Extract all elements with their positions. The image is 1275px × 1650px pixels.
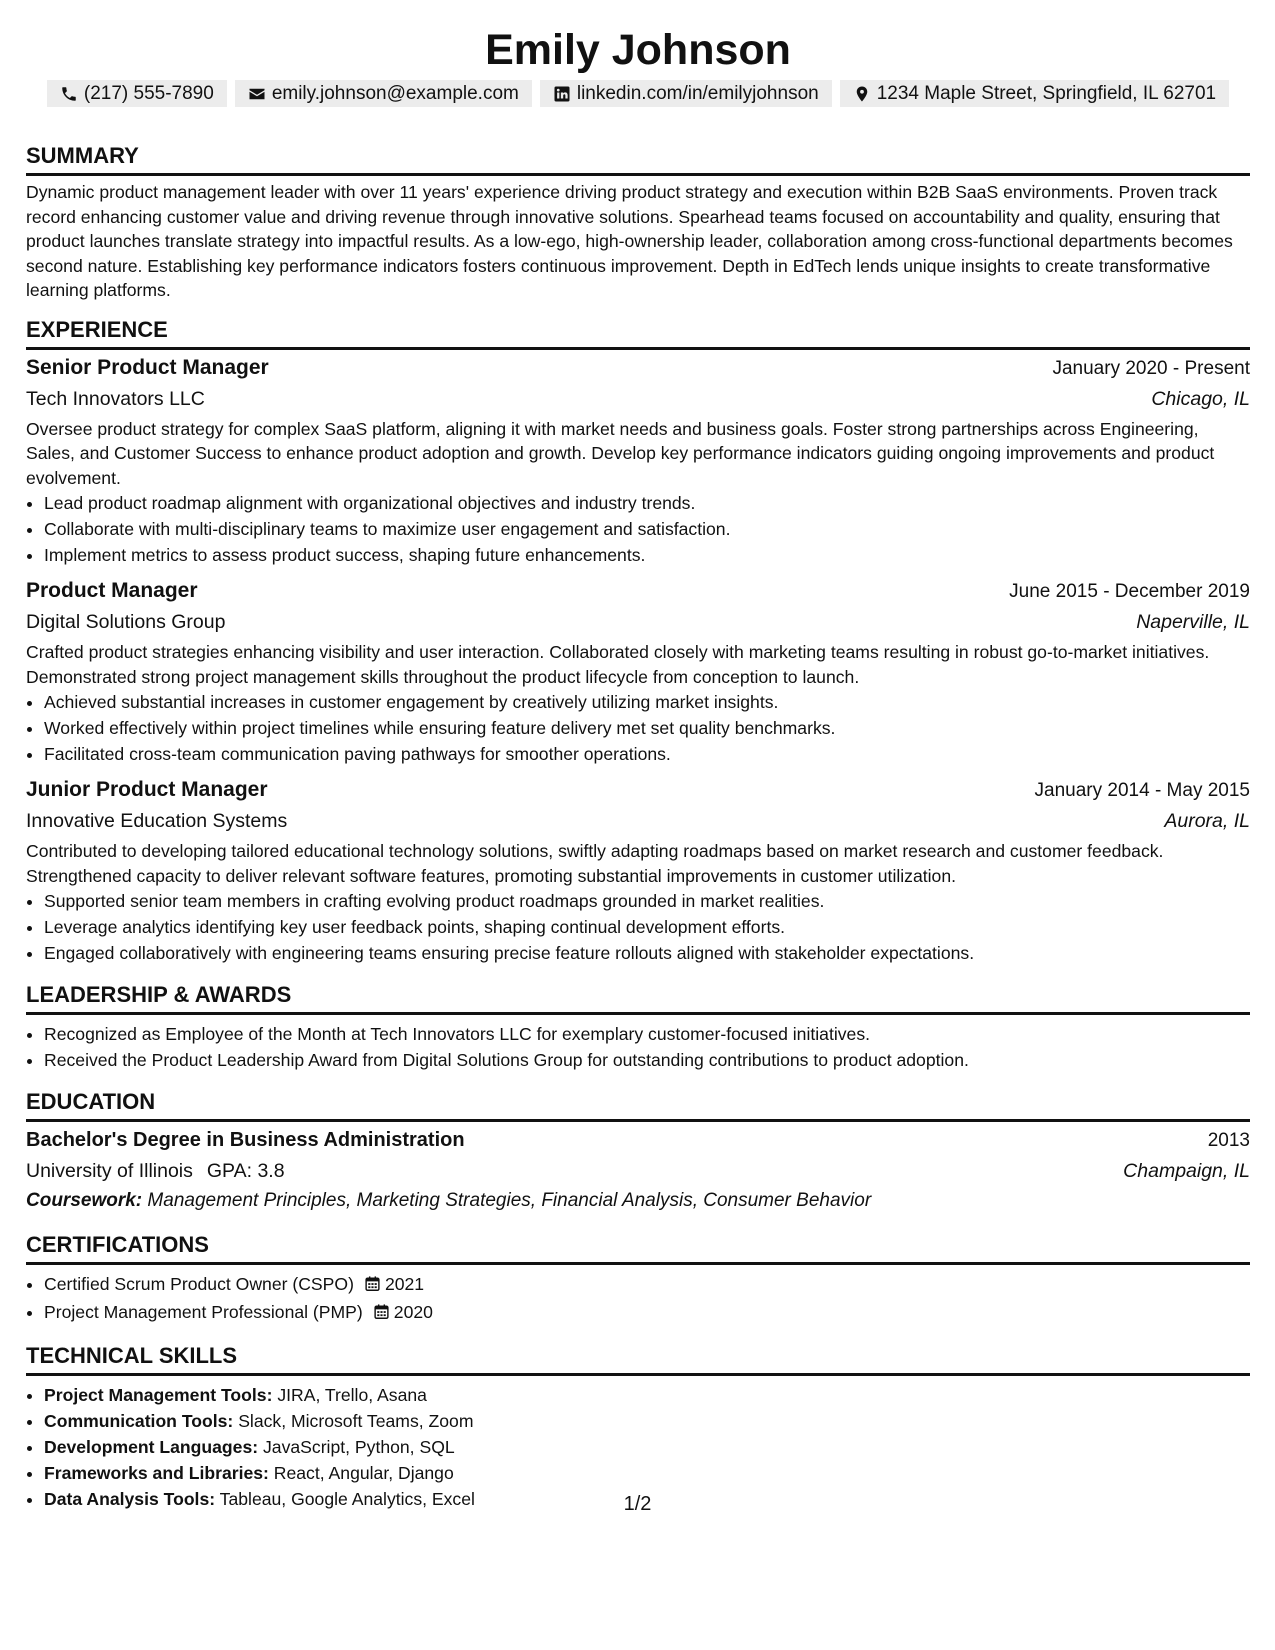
job-dates: January 2014 - May 2015 (1034, 780, 1250, 801)
list-item (44, 1460, 1250, 1486)
job-company: Innovative Education Systems (26, 810, 288, 832)
cert-year: 2020 (393, 1302, 433, 1322)
address-text: 1234 Maple Street, Springfield, IL 62701 (876, 82, 1217, 104)
job-title: Product Manager (26, 579, 198, 602)
skill-label: Project Management Tools: (44, 1385, 273, 1405)
list-item: • Achieved substantial increases in customer engagement by creatively utilizing market insights. (44, 689, 1250, 715)
skill-value: Slack, Microsoft Teams, Zoom (238, 1411, 474, 1431)
skill-label: Data Analysis Tools: (44, 1489, 216, 1509)
job-bullets (26, 888, 1250, 966)
resume-page (26, 0, 1250, 1512)
job-entry (26, 353, 1250, 569)
certifications-list (26, 1271, 1250, 1327)
coursework (26, 1186, 1250, 1216)
list-item: • Received the Product Leadership Award from Digital Solutions Group for outstanding contributions to product adoption. (44, 1047, 1250, 1073)
job-title: Senior Product Manager (26, 355, 269, 379)
school-name: University of Illinois (26, 1160, 193, 1182)
skill-value: JIRA, Trello, Asana (277, 1385, 427, 1405)
job-bullets (26, 490, 1250, 568)
linkedin-icon (553, 85, 571, 103)
list-item (44, 1434, 1250, 1460)
list-item: • Collaborate with multi-disciplinary teams to maximize user engagement and satisfaction. (44, 516, 1250, 542)
job-location: Aurora, IL (1164, 810, 1250, 832)
list-item (44, 1382, 1250, 1408)
list-item (44, 1299, 1250, 1327)
section-heading: EDUCATION (26, 1089, 1250, 1122)
certifications-section (26, 1232, 1250, 1327)
phone-icon (60, 85, 78, 103)
linkedin-text: linkedin.com/in/emilyjohnson (576, 82, 819, 104)
experience-section (26, 317, 1250, 967)
contact-bar (26, 80, 1250, 107)
email-text: emily.johnson@example.com (271, 82, 519, 104)
section-heading: EXPERIENCE (26, 317, 1250, 350)
list-item: • Recognized as Employee of the Month at Tech Innovators LLC for exemplary customer-focused initiatives. (44, 1021, 1250, 1047)
skills-section (26, 1343, 1250, 1512)
list-item: • Facilitated cross-team communication paving pathways for smoother operations. (44, 741, 1250, 767)
school-location: Champaign, IL (1123, 1160, 1250, 1182)
job-dates: January 2020 - Present (1052, 357, 1250, 379)
contact-linkedin[interactable] (540, 80, 832, 107)
skill-value: React, Angular, Django (273, 1463, 454, 1483)
awards-list (26, 1021, 1250, 1073)
job-bullets (26, 689, 1250, 767)
job-title: Junior Product Manager (26, 778, 268, 801)
graduation-year: 2013 (1207, 1130, 1250, 1151)
cert-year: 2021 (384, 1274, 425, 1294)
list-item: • Leverage analytics identifying key user feedback points, shaping continual development efforts. (44, 914, 1250, 940)
calendar-icon (364, 1273, 381, 1299)
skill-label: Frameworks and Libraries: (44, 1463, 269, 1483)
gpa: GPA: 3.8 (206, 1160, 285, 1182)
contact-email[interactable] (235, 80, 532, 107)
job-location: Naperville, IL (1136, 611, 1250, 633)
list-item: • Supported senior team members in crafting evolving product roadmaps grounded in market realities. (44, 888, 1250, 914)
degree-title: Bachelor's Degree in Business Administration (26, 1129, 465, 1151)
page-number: 1/2 (623, 1493, 652, 1515)
section-heading: TECHNICAL SKILLS (26, 1343, 1250, 1376)
job-company: Tech Innovators LLC (26, 387, 205, 410)
leadership-section (26, 982, 1250, 1073)
list-item: • Engaged collaboratively with engineering teams ensuring precise feature rollouts aligned with stakeholder expectations. (44, 940, 1250, 966)
contact-address (840, 80, 1229, 107)
job-entry (26, 775, 1250, 966)
summary-section (26, 143, 1250, 303)
list-item (44, 1271, 1250, 1299)
envelope-icon (248, 85, 266, 103)
calendar-icon (373, 1301, 390, 1327)
list-item: • Lead product roadmap alignment with organizational objectives and industry trends. (44, 490, 1250, 516)
job-location: Chicago, IL (1151, 387, 1250, 410)
skill-value: Tableau, Google Analytics, Excel (219, 1489, 475, 1509)
candidate-name: Emily Johnson (485, 26, 791, 74)
skill-value: JavaScript, Python, SQL (263, 1437, 455, 1457)
map-marker-icon (853, 85, 871, 103)
phone-text: (217) 555-7890 (83, 82, 214, 104)
job-entry (26, 576, 1250, 767)
job-company: Digital Solutions Group (26, 611, 226, 633)
coursework-list: Management Principles, Marketing Strategies, Financial Analysis, Consumer Behavior (147, 1190, 872, 1211)
section-heading: CERTIFICATIONS (26, 1232, 1250, 1265)
summary-text: Dynamic product management leader with over 11 years' experience driving product strategy and execution within B2B SaaS environments. Proven track record enhancing customer value and driving revenue through innovative solutions. Spearhead teams focused on accountability and quality, ensuring that product launches translate strategy into impactful results. As a low-ego, high-ownership leader, collaboration among cross-functional departments becomes second nature. Establishing key performance indicators fosters continuous improvement. Depth in EdTech lends unique insights to create transformative learning platforms. (26, 182, 1233, 300)
list-item: • Worked effectively within project timelines while ensuring feature delivery met set quality benchmarks. (44, 715, 1250, 741)
job-description: Oversee product strategy for complex SaaS platform, aligning it with market needs and business goals. Foster strong partnerships across Engineering, Sales, and Customer Success to enhance product adoption and growth. Develop key performance indicators guiding ongoing improvements and product evolvement. (26, 418, 1215, 488)
list-item: • Implement metrics to assess product success, shaping future enhancements. (44, 542, 1250, 568)
skill-label: Development Languages: (44, 1437, 259, 1457)
section-heading: SUMMARY (26, 143, 1250, 176)
section-heading: LEADERSHIP & AWARDS (26, 982, 1250, 1015)
job-dates: June 2015 - December 2019 (1009, 581, 1250, 602)
job-description: Contributed to developing tailored educational technology solutions, swiftly adapting roadmaps based on market research and customer feedback. Strengthened capacity to deliver relevant software features, promoting substantial improvements in customer utilization. (26, 841, 1164, 886)
cert-name: Project Management Professional (PMP) (44, 1302, 363, 1322)
job-description: Crafted product strategies enhancing visibility and user interaction. Collaborated closely with marketing teams resulting in robust go-to-market initiatives. Demonstrated strong project management skills throughout the product lifecycle from conception to launch. (26, 642, 1210, 687)
contact-phone[interactable] (47, 80, 227, 107)
skill-label: Communication Tools: (44, 1411, 234, 1431)
education-section (26, 1089, 1250, 1216)
coursework-label: Coursework: (26, 1190, 143, 1211)
cert-name: Certified Scrum Product Owner (CSPO) (44, 1274, 354, 1294)
list-item (44, 1408, 1250, 1434)
